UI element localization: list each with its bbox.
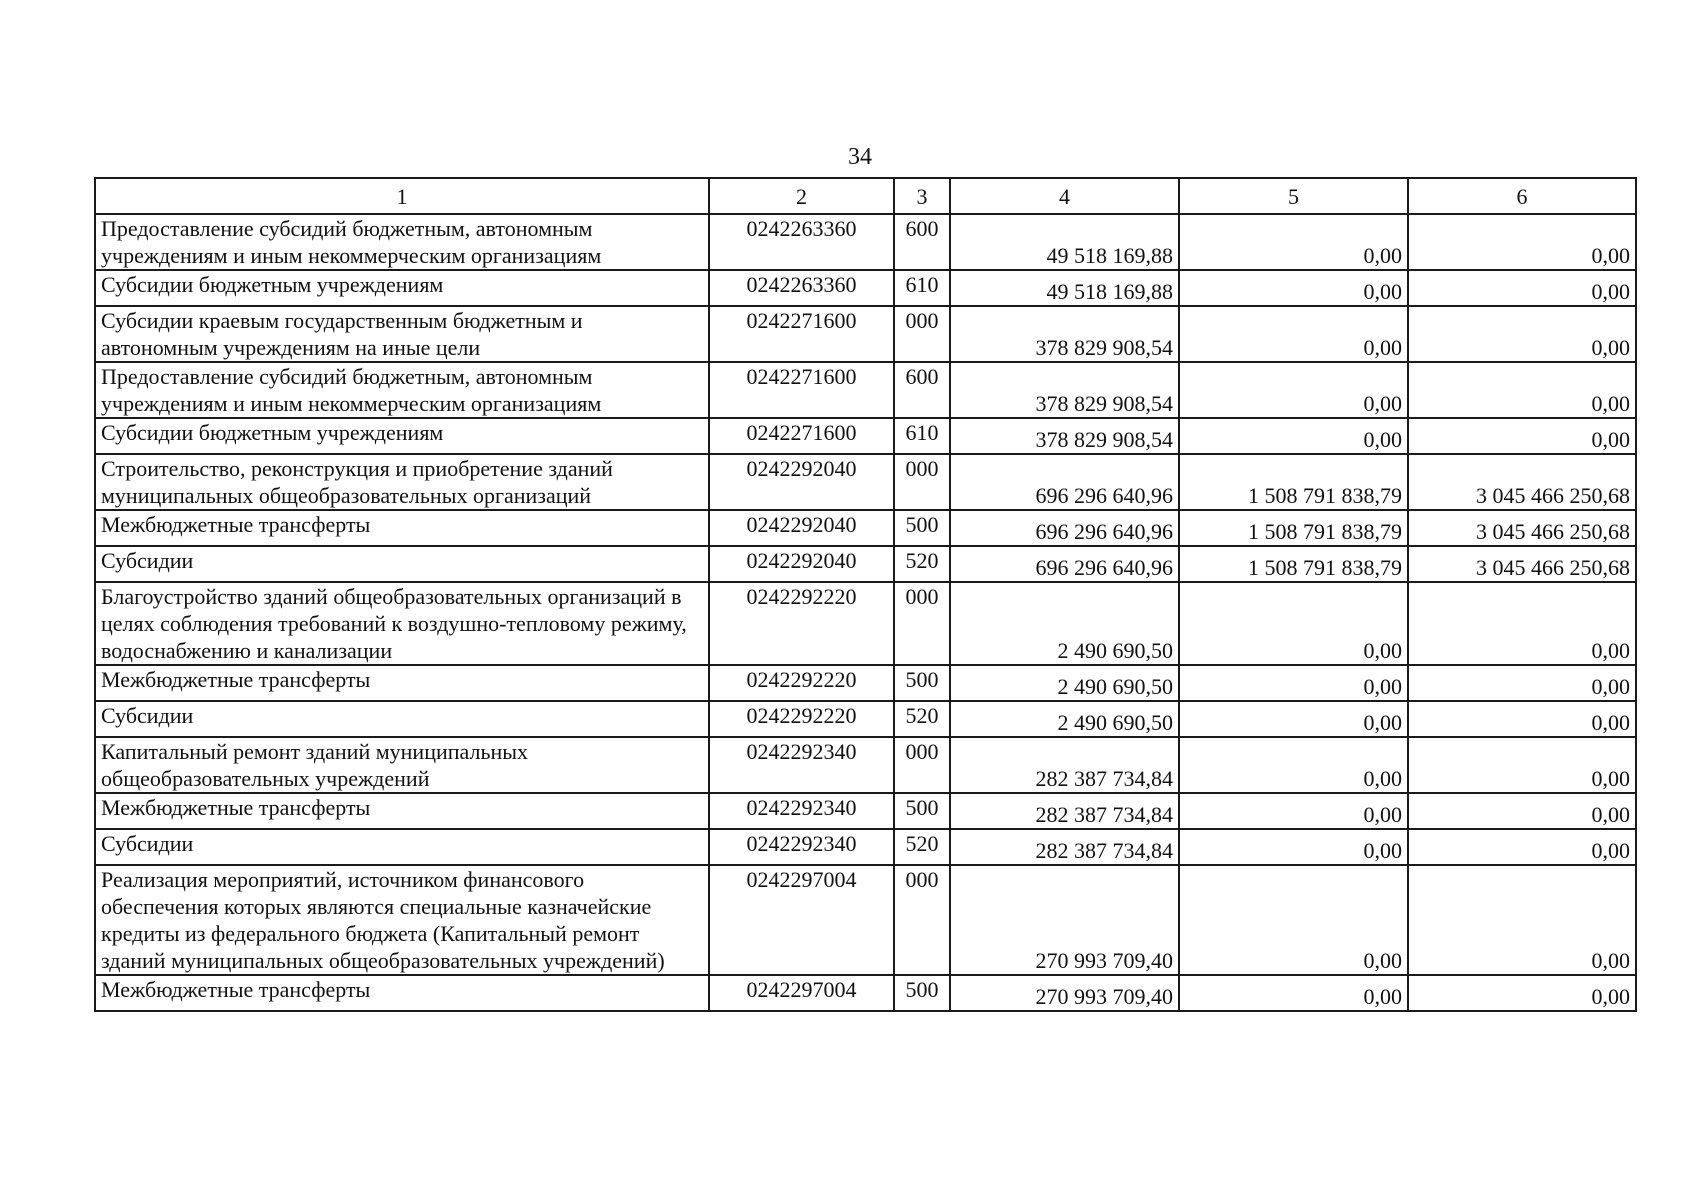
row-value-6: 0,00: [1408, 665, 1636, 701]
row-code: 0242292340: [709, 793, 894, 829]
row-type: 520: [894, 701, 950, 737]
row-value-5: 0,00: [1179, 701, 1408, 737]
header-col-1: 1: [95, 178, 709, 214]
row-value-4: 2 490 690,50: [950, 665, 1179, 701]
row-value-4: 696 296 640,96: [950, 546, 1179, 582]
row-code: 0242271600: [709, 418, 894, 454]
row-type: 500: [894, 975, 950, 1011]
header-col-5: 5: [1179, 178, 1408, 214]
header-col-6: 6: [1408, 178, 1636, 214]
row-code: 0242271600: [709, 306, 894, 362]
row-value-4: 696 296 640,96: [950, 454, 1179, 510]
row-type: 000: [894, 865, 950, 975]
row-value-5: 1 508 791 838,79: [1179, 454, 1408, 510]
row-value-6: 0,00: [1408, 793, 1636, 829]
row-value-4: 282 387 734,84: [950, 829, 1179, 865]
row-type: 600: [894, 362, 950, 418]
row-code: 0242292220: [709, 701, 894, 737]
row-name: Благоустройство зданий общеобразовательных организаций в целях соблюдения требований к воздушно-тепловому режиму, водоснабжению и канализации: [95, 582, 709, 665]
row-name: Субсидии бюджетным учреждениям: [95, 270, 709, 306]
row-value-4: 49 518 169,88: [950, 270, 1179, 306]
table-row: [95, 454, 1636, 510]
row-value-6: 0,00: [1408, 214, 1636, 270]
row-value-6: 0,00: [1408, 829, 1636, 865]
row-code: 0242292040: [709, 510, 894, 546]
table-row: [95, 701, 1636, 737]
table-row: [95, 306, 1636, 362]
row-value-4: 2 490 690,50: [950, 701, 1179, 737]
row-type: 000: [894, 737, 950, 793]
row-value-6: 3 045 466 250,68: [1408, 510, 1636, 546]
row-name: Строительство, реконструкция и приобретение зданий муниципальных общеобразовательных организаций: [95, 454, 709, 510]
row-type: 000: [894, 306, 950, 362]
row-value-5: 0,00: [1179, 829, 1408, 865]
row-value-5: 0,00: [1179, 737, 1408, 793]
row-name: Субсидии: [95, 546, 709, 582]
row-type: 500: [894, 510, 950, 546]
row-name: Межбюджетные трансферты: [95, 975, 709, 1011]
row-value-4: 282 387 734,84: [950, 737, 1179, 793]
table-row: [95, 582, 1636, 665]
row-type: 520: [894, 546, 950, 582]
row-value-5: 0,00: [1179, 418, 1408, 454]
row-value-4: 2 490 690,50: [950, 582, 1179, 665]
row-value-6: 0,00: [1408, 975, 1636, 1011]
budget-table: [94, 177, 1637, 1012]
header-col-3: 3: [894, 178, 950, 214]
row-code: 0242271600: [709, 362, 894, 418]
row-type: 500: [894, 665, 950, 701]
header-row: [95, 178, 1636, 214]
row-value-6: 0,00: [1408, 270, 1636, 306]
row-value-4: 378 829 908,54: [950, 306, 1179, 362]
row-value-5: 0,00: [1179, 214, 1408, 270]
row-code: 0242292220: [709, 665, 894, 701]
row-code: 0242292040: [709, 546, 894, 582]
row-value-4: 282 387 734,84: [950, 793, 1179, 829]
row-code: 0242263360: [709, 214, 894, 270]
row-value-5: 1 508 791 838,79: [1179, 510, 1408, 546]
table-row: [95, 737, 1636, 793]
row-code: 0242292220: [709, 582, 894, 665]
row-type: 000: [894, 454, 950, 510]
row-value-4: 378 829 908,54: [950, 418, 1179, 454]
row-name: Межбюджетные трансферты: [95, 793, 709, 829]
row-name: Реализация мероприятий, источником финансового обеспечения которых являются специальные казначейские кредиты из федерального бюджета (Капитальный ремонт зданий муниципальных общеобразовательных учреждений): [95, 865, 709, 975]
row-value-6: 3 045 466 250,68: [1408, 454, 1636, 510]
table-row: [95, 546, 1636, 582]
table-row: [95, 362, 1636, 418]
row-name: Капитальный ремонт зданий муниципальных общеобразовательных учреждений: [95, 737, 709, 793]
row-value-6: 0,00: [1408, 701, 1636, 737]
row-value-6: 0,00: [1408, 418, 1636, 454]
row-value-5: 0,00: [1179, 582, 1408, 665]
table-row: [95, 270, 1636, 306]
row-value-6: 0,00: [1408, 362, 1636, 418]
row-value-6: 3 045 466 250,68: [1408, 546, 1636, 582]
row-value-5: 0,00: [1179, 270, 1408, 306]
table-body: [95, 214, 1636, 1011]
row-code: 0242297004: [709, 865, 894, 975]
row-value-5: 0,00: [1179, 975, 1408, 1011]
row-name: Субсидии: [95, 701, 709, 737]
row-value-6: 0,00: [1408, 306, 1636, 362]
row-value-4: 270 993 709,40: [950, 975, 1179, 1011]
table-row: [95, 665, 1636, 701]
row-value-6: 0,00: [1408, 582, 1636, 665]
row-code: 0242297004: [709, 975, 894, 1011]
row-type: 520: [894, 829, 950, 865]
header-col-4: 4: [950, 178, 1179, 214]
row-name: Субсидии краевым государственным бюджетным и автономным учреждениям на иные цели: [95, 306, 709, 362]
row-value-4: 378 829 908,54: [950, 362, 1179, 418]
row-code: 0242292340: [709, 737, 894, 793]
row-code: 0242263360: [709, 270, 894, 306]
row-code: 0242292040: [709, 454, 894, 510]
row-name: Межбюджетные трансферты: [95, 665, 709, 701]
page-number: 34: [848, 144, 872, 170]
row-value-6: 0,00: [1408, 737, 1636, 793]
table-row: [95, 829, 1636, 865]
table-row: [95, 214, 1636, 270]
row-value-5: 0,00: [1179, 362, 1408, 418]
row-type: 610: [894, 270, 950, 306]
row-value-5: 0,00: [1179, 665, 1408, 701]
table-row: [95, 975, 1636, 1011]
row-value-4: 49 518 169,88: [950, 214, 1179, 270]
table-row: [95, 418, 1636, 454]
row-type: 610: [894, 418, 950, 454]
row-value-5: 1 508 791 838,79: [1179, 546, 1408, 582]
row-value-6: 0,00: [1408, 865, 1636, 975]
row-value-5: 0,00: [1179, 865, 1408, 975]
row-name: Субсидии бюджетным учреждениям: [95, 418, 709, 454]
row-type: 600: [894, 214, 950, 270]
table-row: [95, 510, 1636, 546]
row-value-4: 270 993 709,40: [950, 865, 1179, 975]
row-name: Предоставление субсидий бюджетным, автономным учреждениям и иным некоммерческим организациям: [95, 362, 709, 418]
row-value-5: 0,00: [1179, 306, 1408, 362]
row-type: 000: [894, 582, 950, 665]
row-type: 500: [894, 793, 950, 829]
table-row: [95, 865, 1636, 975]
row-name: Межбюджетные трансферты: [95, 510, 709, 546]
table-row: [95, 793, 1636, 829]
row-name: Предоставление субсидий бюджетным, автономным учреждениям и иным некоммерческим организациям: [95, 214, 709, 270]
row-name: Субсидии: [95, 829, 709, 865]
row-value-4: 696 296 640,96: [950, 510, 1179, 546]
row-code: 0242292340: [709, 829, 894, 865]
header-col-2: 2: [709, 178, 894, 214]
row-value-5: 0,00: [1179, 793, 1408, 829]
